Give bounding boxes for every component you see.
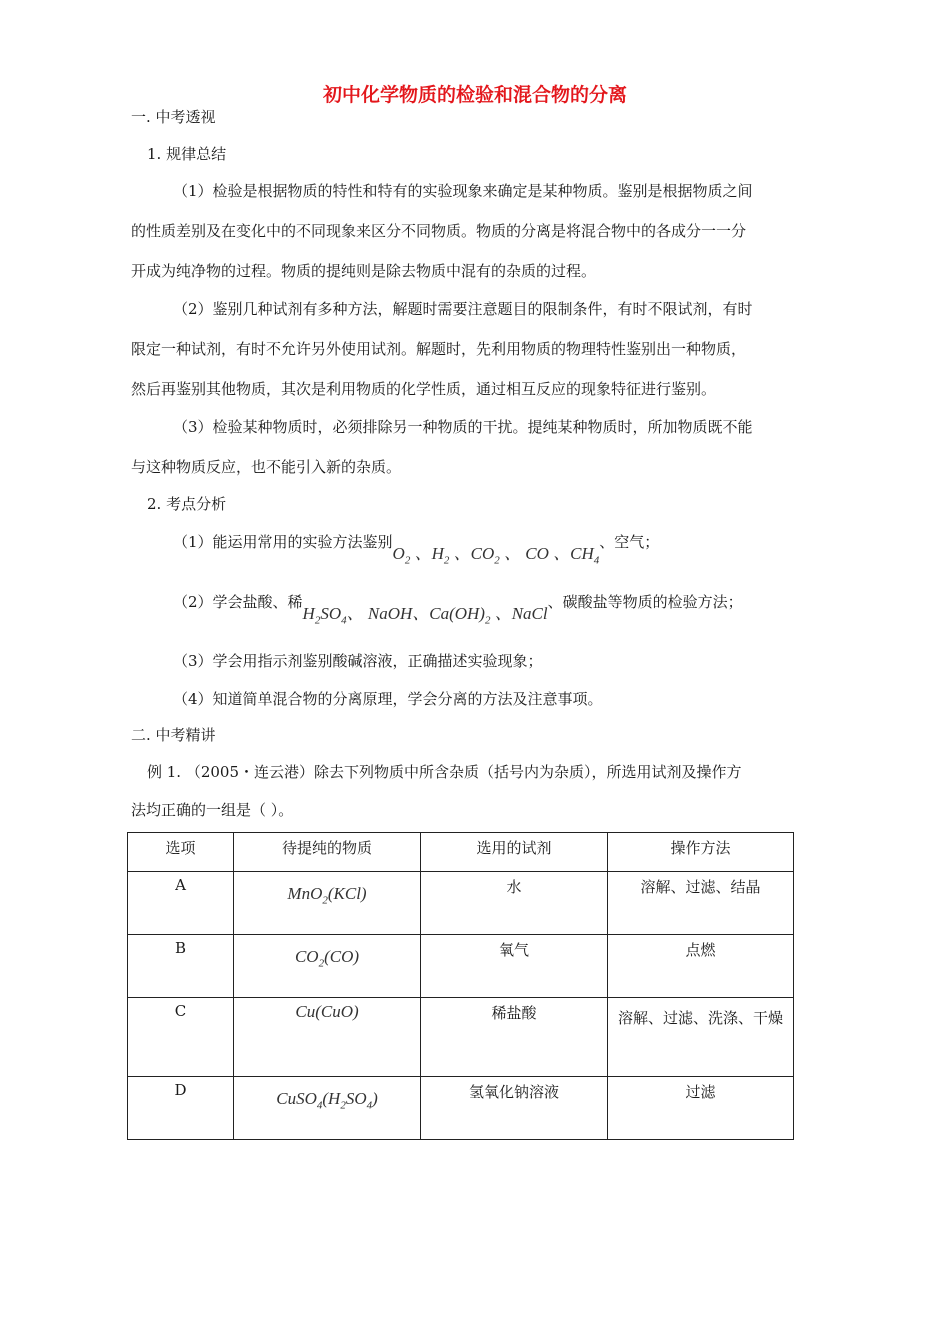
paragraph-1-line-3: 开成为纯净物的过程。物质的提纯则是除去物质中混有的杂质的过程。 xyxy=(131,262,597,280)
reagent-cell: 氢氧化钠溶液 xyxy=(421,1077,608,1140)
table-row xyxy=(128,998,794,1077)
reagent-cell: 水 xyxy=(421,872,608,935)
key-point-1-suffix: 、空气； xyxy=(599,533,660,551)
paragraph-2-line-3: 然后再鉴别其他物质，其次是利用物质的化学性质，通过相互反应的现象特征进行鉴别。 xyxy=(131,380,717,398)
method-cell: 溶解、过滤、洗涤、干燥 xyxy=(608,998,794,1077)
reagent-cell: 稀盐酸 xyxy=(421,998,608,1077)
substance-cell: MnO$_2$(KCl) xyxy=(234,872,421,935)
header-reagent: 选用的试剂 xyxy=(421,833,608,872)
key-point-2-suffix: 、碳酸盐等物质的检验方法； xyxy=(547,593,743,611)
substance-cell: Cu(CuO) xyxy=(234,998,421,1077)
table-header-row xyxy=(128,833,794,872)
paragraph-1-line-1: （1）检验是根据物质的特性和特有的实验现象来确定是某种物质。鉴别是根据物质之间 xyxy=(173,182,753,200)
paragraph-2-line-2: 限定一种试剂，有时不允许另外使用试剂。解题时，先利用物质的物理特性鉴别出一种物质， xyxy=(131,340,747,358)
page-title: 初中化学物质的检验和混合物的分离 xyxy=(322,84,627,106)
paragraph-3-line-1: （3）检验某种物质时，必须排除另一种物质的干扰。提纯某种物质时，所加物质既不能 xyxy=(173,418,753,436)
key-point-4: （4）知道简单混合物的分离原理，学会分离的方法及注意事项。 xyxy=(173,690,603,708)
paragraph-2-line-1: （2）鉴别几种试剂有多种方法，解题时需要注意题目的限制条件，有时不限试剂，有时 xyxy=(173,300,753,318)
table-row xyxy=(128,872,794,935)
subsection-2-heading: 2. 考点分析 xyxy=(147,495,227,513)
example-1-line-1: 例 1. （2005・连云港）除去下列物质中所含杂质（括号内为杂质），所选用试剂及操作方 xyxy=(147,763,742,781)
substance-cell: $CuSO_4(H_2SO_4)$ xyxy=(234,1077,421,1140)
key-point-1 xyxy=(173,531,660,567)
header-option: 选项 xyxy=(128,833,234,872)
header-substance: 待提纯的物质 xyxy=(234,833,421,872)
reagent-formula-list: $H_2SO_4$、 NaOH、$Ca(OH)_2$ 、NaCl xyxy=(302,604,548,627)
option-cell: D xyxy=(128,1077,234,1140)
example-1-line-2: 法均正确的一组是（ ）。 xyxy=(131,801,294,819)
purification-table xyxy=(127,832,794,1140)
gas-formula-list: $O_2$ 、$H_2$ 、$CO_2$ 、 CO 、$CH_4$ xyxy=(392,544,600,567)
substance-cell: $CO_2(CO)$ xyxy=(234,935,421,998)
table-row xyxy=(128,935,794,998)
key-point-2-prefix: （2）学会盐酸、稀 xyxy=(173,593,303,611)
method-cell: 溶解、过滤、结晶 xyxy=(608,872,794,935)
key-point-3: （3）学会用指示剂鉴别酸碱溶液，正确描述实验现象； xyxy=(173,652,543,670)
paragraph-1-line-2: 的性质差别及在变化中的不同现象来区分不同物质。物质的分离是将混合物中的各成分一一分 xyxy=(131,222,747,240)
paragraph-3-line-2: 与这种物质反应，也不能引入新的杂质。 xyxy=(131,458,402,476)
key-point-1-prefix: （1）能运用常用的实验方法鉴别 xyxy=(173,533,393,551)
subsection-1-heading: 1. 规律总结 xyxy=(147,145,227,163)
option-cell: A xyxy=(128,872,234,935)
header-method: 操作方法 xyxy=(608,833,794,872)
table-row xyxy=(128,1077,794,1140)
option-cell: B xyxy=(128,935,234,998)
option-cell: C xyxy=(128,998,234,1077)
method-cell: 过滤 xyxy=(608,1077,794,1140)
method-cell: 点燃 xyxy=(608,935,794,998)
section-1-heading: 一. 中考透视 xyxy=(131,108,216,126)
key-point-2 xyxy=(173,591,743,627)
section-2-heading: 二. 中考精讲 xyxy=(131,726,216,744)
reagent-cell: 氧气 xyxy=(421,935,608,998)
